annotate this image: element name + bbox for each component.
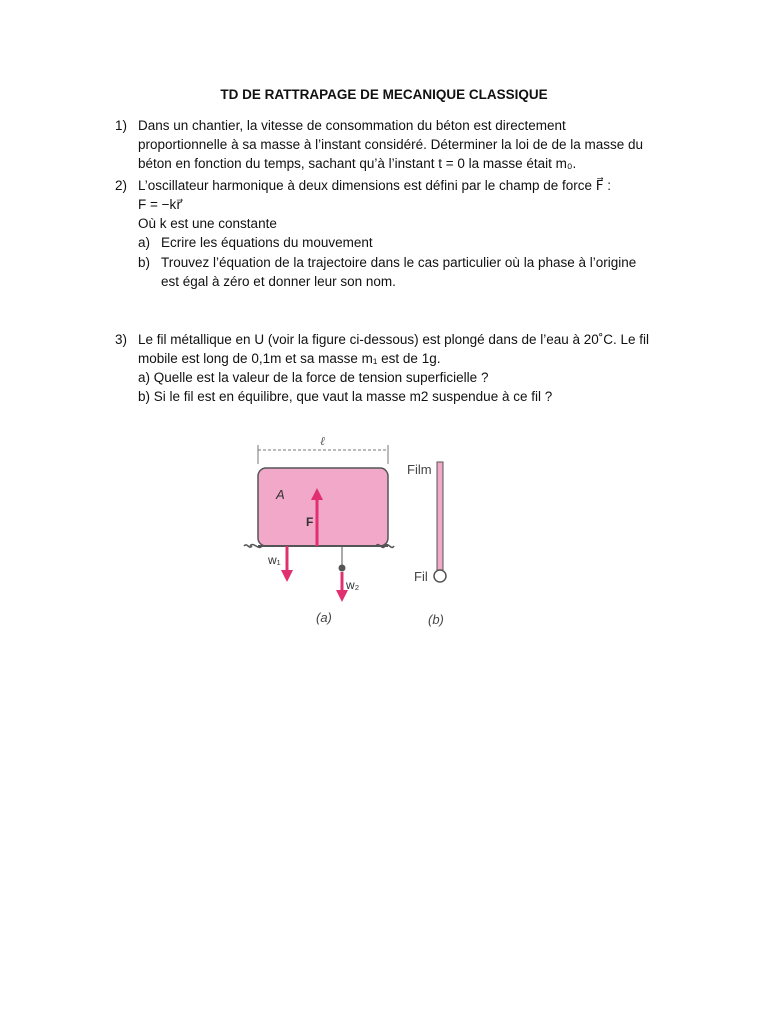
fil-side-view xyxy=(434,570,446,582)
q1-line-1: Dans un chantier, la vitesse de consommation du béton est directement xyxy=(138,118,566,133)
soap-film xyxy=(258,468,388,546)
w1-label: w₁ xyxy=(268,553,281,567)
caption-b: (b) xyxy=(428,612,444,627)
q2-number: 2) xyxy=(115,178,128,193)
w1-arrow-head xyxy=(281,570,293,582)
u-wire-figure xyxy=(240,412,500,642)
q3-number: 3) xyxy=(115,332,128,347)
q2-b-line-2: est égal à zéro et donner leur son nom. xyxy=(161,274,396,289)
q3-line-3: a) Quelle est la valeur de la force de tension superficielle ? xyxy=(138,370,489,385)
q3-line-1: Le fil métallique en U (voir la figure ci-dessous) est plongé dans de l’eau à 20˚C. Le fil xyxy=(138,332,650,347)
q1-number: 1) xyxy=(115,118,128,133)
length-label: ℓ xyxy=(320,434,325,448)
q1-line-3: béton en fonction du temps, sachant qu’à l’instant t = 0 la masse était m₀. xyxy=(138,156,577,171)
document-title: TD DE RATTRAPAGE DE MECANIQUE CLASSIQUE xyxy=(220,87,548,102)
w2-label: w₂ xyxy=(346,578,360,592)
film-label: Film xyxy=(407,462,432,477)
film-side-view xyxy=(437,462,443,570)
q2-a-text: Ecrire les équations du mouvement xyxy=(161,235,373,250)
caption-a: (a) xyxy=(316,610,332,625)
fil-label: Fil xyxy=(414,569,428,584)
q2-intro: L’oscillateur harmonique à deux dimensions est défini par le champ de force F⃗ : xyxy=(138,178,612,193)
q3-line-4: b) Si le fil est en équilibre, que vaut la masse m2 suspendue à ce fil ? xyxy=(138,389,553,404)
q2-formula: F = −kr⃗ xyxy=(138,197,182,212)
q2-a-label: a) xyxy=(138,235,151,250)
q3-line-2: mobile est long de 0,1m et sa masse m₁ est de 1g. xyxy=(138,351,441,366)
q2-b-line-1: Trouvez l’équation de la trajectoire dans le cas particulier où la phase à l’origine xyxy=(161,255,637,270)
q1-line-2: proportionnelle à sa masse à l’instant considéré. Déterminer la loi de de la masse du xyxy=(138,137,644,152)
area-label: A xyxy=(276,487,285,502)
q2-note: Où k est une constante xyxy=(138,216,277,231)
q2-b-label: b) xyxy=(138,255,151,270)
force-label: F xyxy=(306,515,314,529)
suspended-mass xyxy=(339,565,346,572)
